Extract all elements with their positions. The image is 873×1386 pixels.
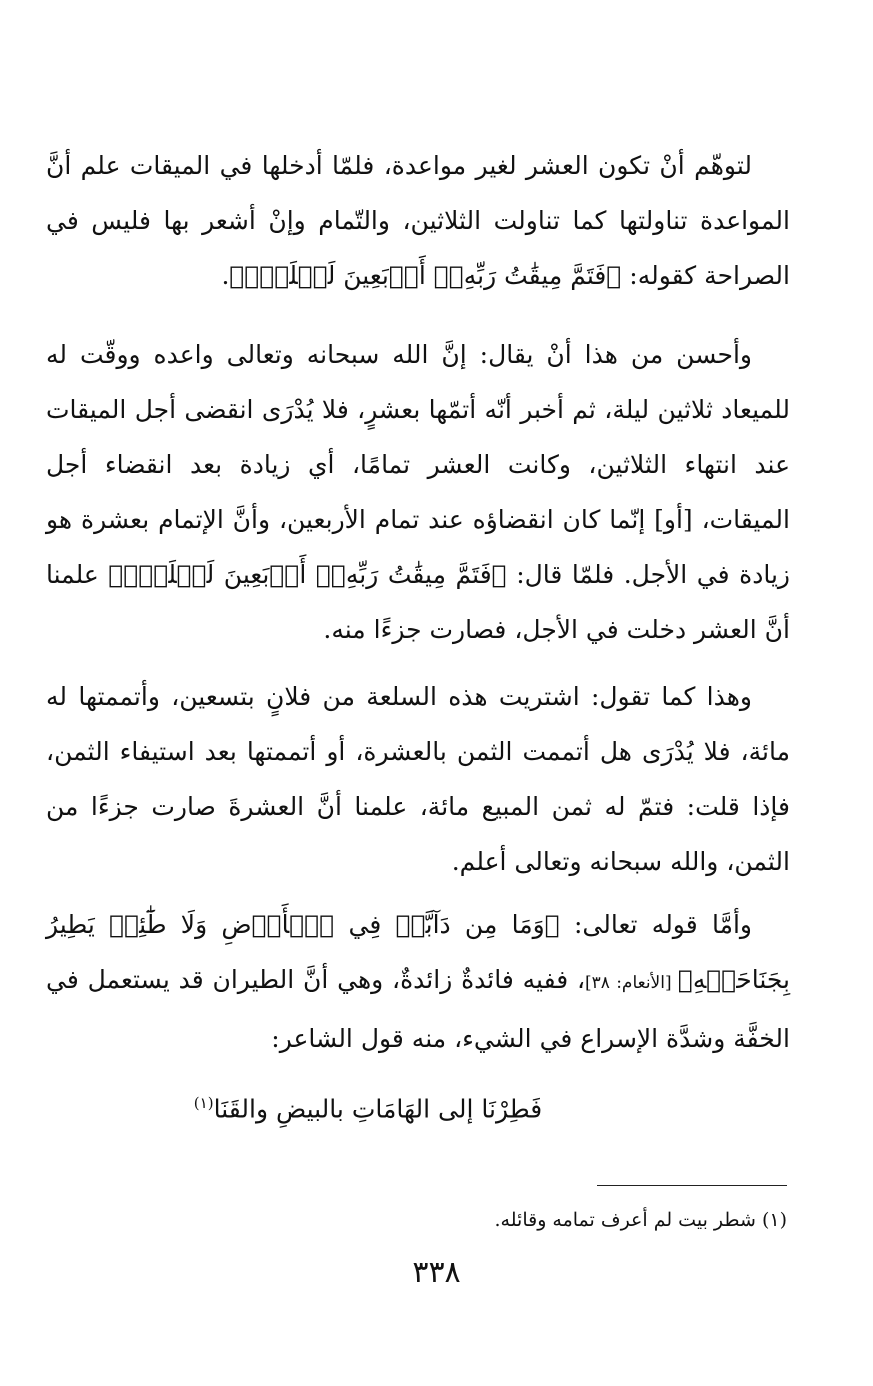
- footnote-marker: (١): [193, 1094, 214, 1112]
- paragraph-2: [46, 327, 790, 657]
- paragraph-4-text: وأمَّا قوله تعالى:: [559, 910, 752, 939]
- quran-verse-al-araf-142-b: ﴿فَتَمَّ مِيقَٰتُ رَبِّهِۦٓ أَرۡبَعِينَ لَيۡلَةٗۚ﴾: [108, 560, 507, 589]
- page-number: ٣٣٨: [412, 1255, 461, 1290]
- paragraph-4: [46, 897, 790, 1066]
- footnote-divider: [597, 1185, 787, 1186]
- footnote-text: شطر بيت لم أعرف تمامه وقائله.: [494, 1209, 756, 1231]
- paragraph-4-tail: ، ففيه فائدةٌ زائدةٌ، وهي أنَّ الطيران قد يستعمل في الخفَّة وشدَّة الإسراع في الشيء، منه قول الشاعر:: [46, 965, 790, 1053]
- quran-verse-al-araf-142-a: ﴿فَتَمَّ مِيقَٰتُ رَبِّهِۦٓ أَرۡبَعِينَ لَيۡلَةٗۚ﴾: [229, 261, 622, 290]
- quran-verse-al-anam-38: ﴿وَمَا مِن دَآبَّةٖ فِي ٱلۡأَرۡضِ وَلَا طَٰٓئِرٖ يَطِيرُ بِجَنَاحَيۡهِ﴾: [46, 910, 790, 994]
- paragraph-1: [46, 138, 790, 303]
- paragraph-2-tail: علمنا أنَّ العشر دخلت في الأجل، فصارت جزءًا منه.: [46, 560, 790, 644]
- poetry-verse: [46, 1076, 790, 1136]
- poetry-verse-text: فَطِرْنَا إلى الهَامَاتِ بالبيضِ والقَنَا: [213, 1094, 543, 1124]
- quran-reference: [الأنعام: ٣٨]: [585, 973, 678, 993]
- paragraph-2-text: وأحسن من هذا أنْ يقال: إنَّ الله سبحانه وتعالى واعده ووقّت له للميعاد ثلاثين ليلة، ثم أخبر أنّه أتمّها بعشرٍ، فلا يُدْرَى انقضى أجل الميقات عند انتهاء الثلاثين، وكانت العشر تمامًا، أي زيادة بعد انقضاء أجل الميقات، [أو] إنّما كان انقضاؤه عند تمام الأربعين، وأنَّ الإتمام بعشرة هو زيادة في الأجل. فلمّا قال:: [46, 340, 790, 589]
- paragraph-1-tail: .: [221, 261, 230, 290]
- footnote: [495, 1200, 787, 1240]
- paragraph-1-text: لتوهّم أنْ تكون العشر لغير مواعدة، فلمّا أدخلها في الميقات علم أنَّ المواعدة تناولتها كما تناولت الثلاثين، والتّمام وإنْ أشعر بها فليس في الصراحة كقوله:: [46, 151, 790, 290]
- paragraph-3: [46, 669, 790, 889]
- footnote-number: (١): [761, 1209, 787, 1231]
- paragraph-3-text: وهذا كما تقول: اشتريت هذه السلعة من فلانٍ بتسعين، وأتممتها له مائة، فلا يُدْرَى هل أتممت الثمن بالعشرة، أو أتممتها بعد استيفاء الثمن، فإذا قلت: فتمّ له ثمن المبيع مائة، علمنا أنَّ العشرةَ صارت جزءًا من الثمن، والله سبحانه وتعالى أعلم.: [46, 682, 790, 876]
